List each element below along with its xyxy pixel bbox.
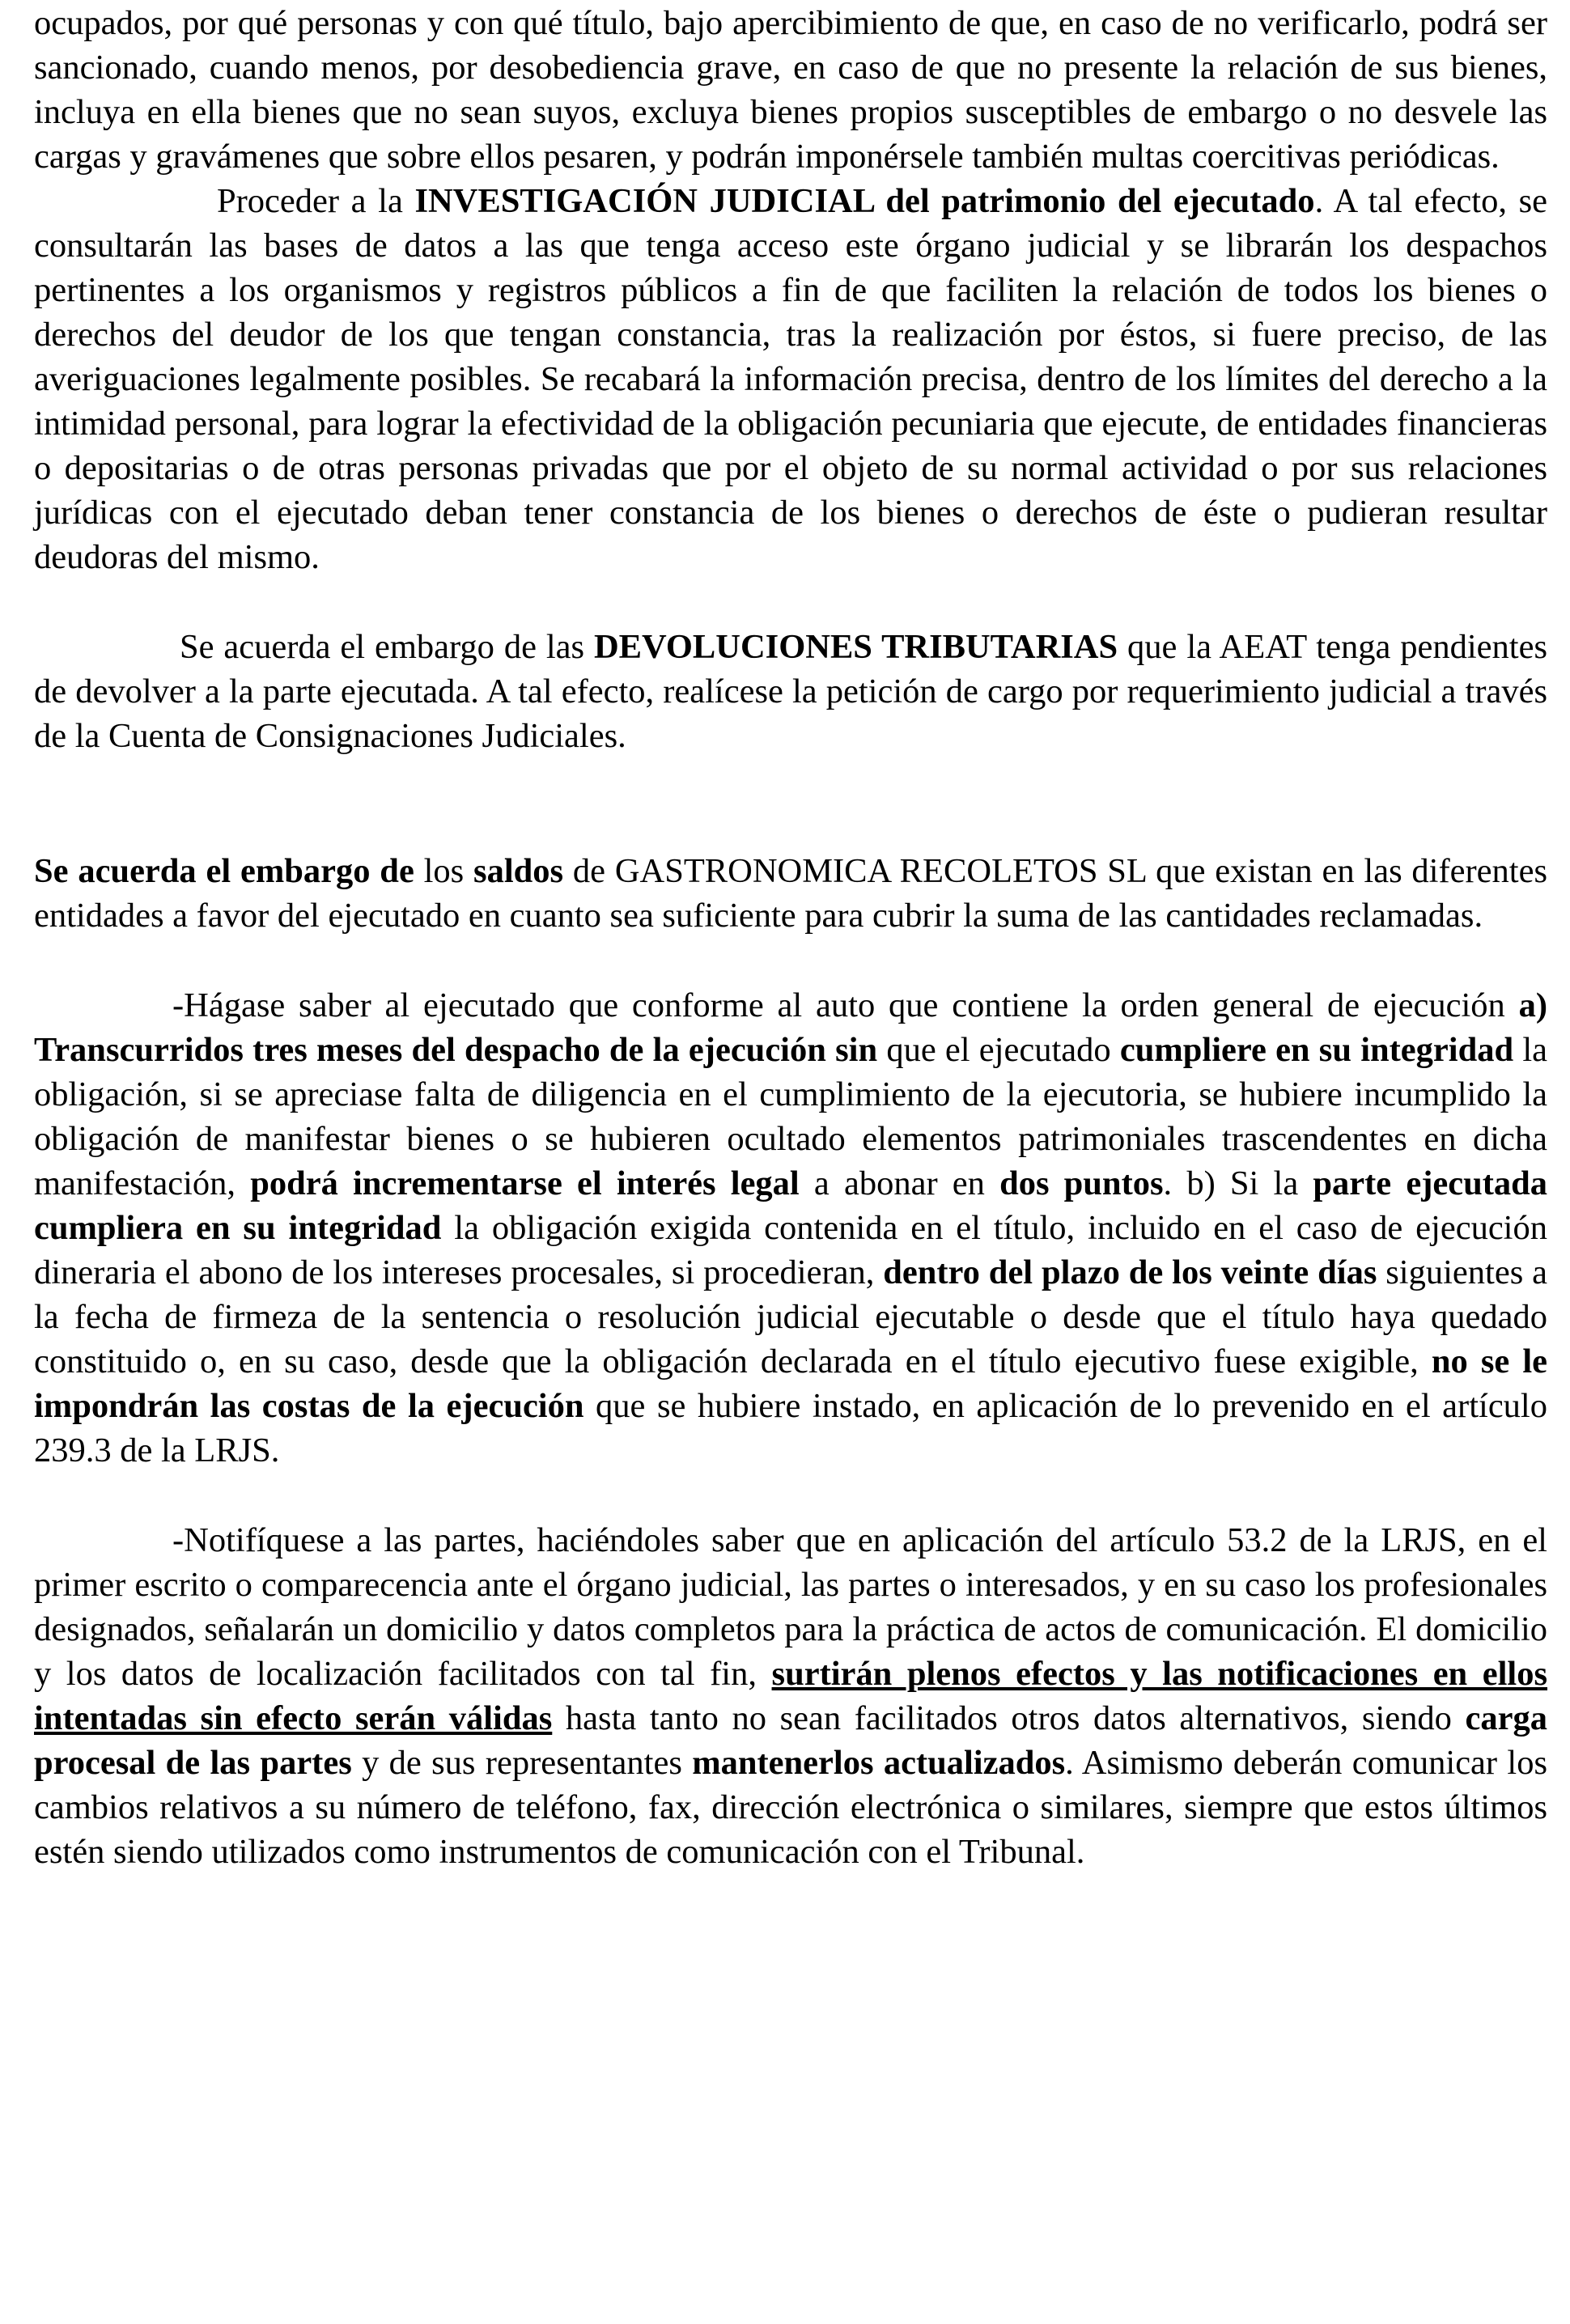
paragraph-hagase-saber xyxy=(34,983,1547,1473)
bold-incrementarse-interes: podrá incrementarse el interés legal xyxy=(250,1164,800,1202)
bold-parte-ejecutada-cumpliera: parte ejecutada cumpliera en su integridad xyxy=(34,1164,1548,1247)
text-segment: hasta tanto no sean facilitados otros datos alternativos, siendo xyxy=(552,1699,1466,1737)
bold-plazo-veinte-dias: dentro del plazo de los veinte días xyxy=(883,1253,1377,1291)
bold-mantenerlos-actualizados: mantenerlos actualizados xyxy=(692,1744,1066,1782)
text-segment: la obligación, si se apreciase falta de diligencia en el cumplimiento de la ejecutoria, se hubiere incumplido la obligación de manifestar bienes o se hubieren ocultado elementos patrimoniales trascendentes en dicha manifestación, xyxy=(34,1031,1548,1202)
text-segment: de GASTRONOMICA RECOLETOS SL que existan en las diferentes entidades a favor del ejecutado en cuanto sea suficiente para cubrir la suma de las cantidades reclamadas. xyxy=(34,852,1547,935)
text-segment: -Hágase saber al ejecutado que conforme al auto que contiene la orden general de ejecución xyxy=(172,986,1519,1024)
bold-devoluciones-tributarias: DEVOLUCIONES TRIBUTARIAS xyxy=(593,628,1118,666)
bold-transcurridos-tres-meses: a) Transcurridos tres meses del despacho de la ejecución sin xyxy=(34,986,1547,1069)
bold-underlined-surtiran-efectos: surtirán plenos efectos y las notificaciones en ellos intentadas sin efecto serán válidas xyxy=(34,1655,1548,1737)
text-segment: ocupados, por qué personas y con qué título, bajo apercibimiento de que, en caso de no verificarlo, podrá ser sancionado, cuando menos, por desobediencia grave, en caso de que no presente la relación de sus bienes, incluya en ella bienes que no sean suyos, excluya bienes propios susceptibles de embargo o no desvele las cargas y gravámenes que sobre ellos pesaren, y podrán imponérsele también multas coercitivas periódicas. xyxy=(34,4,1547,176)
text-segment: la obligación exigida contenida en el título, incluido en el caso de ejecución dineraria el abono de los intereses procesales, si procedieran, xyxy=(34,1209,1547,1291)
bold-dos-puntos: dos puntos xyxy=(999,1164,1164,1202)
document-body xyxy=(34,1,1547,1874)
bold-saldos: saldos xyxy=(473,852,564,890)
text-segment: Proceder a la xyxy=(217,182,415,220)
text-segment: y de sus representantes xyxy=(351,1744,693,1782)
bold-se-acuerda-embargo: Se acuerda el embargo de xyxy=(34,852,414,890)
paragraph-devoluciones-tributarias xyxy=(34,625,1547,758)
bold-cumpliere-integridad: cumpliere en su integridad xyxy=(1119,1031,1514,1069)
text-segment: que el ejecutado xyxy=(877,1031,1120,1069)
paragraph-notifiquese xyxy=(34,1518,1547,1874)
paragraph-requerimiento-bienes xyxy=(34,1,1547,179)
text-segment: siguientes a la fecha de firmeza de la sentencia o resolución judicial ejecutable o desde que el título haya quedado constituido o, en su caso, desde que la obligación declarada en el título ejecutivo fuese exigible, xyxy=(34,1253,1548,1380)
text-segment: que se hubiere instado, en aplicación de lo prevenido en el artículo 239.3 de la LRJS. xyxy=(34,1387,1547,1469)
text-segment: -Notifíquese a las partes, haciéndoles saber que en aplicación del artículo 53.2 de la LRJS, en el primer escrito o comparecencia ante el órgano judicial, las partes o interesados, y en su caso los profesionales designados, señalarán un domicilio y datos completos para la práctica de actos de comunicación. El domicilio y los datos de localización facilitados con tal fin, xyxy=(34,1521,1547,1693)
text-segment: a abonar en xyxy=(799,1164,1000,1202)
text-segment: . Asimismo deberán comunicar los cambios relativos a su número de teléfono, fax, dirección electrónica o similares, siempre que estos últimos estén siendo utilizados como instrumentos de comunicación con el Tribunal. xyxy=(34,1744,1548,1871)
bold-heading-investigacion: INVESTIGACIÓN JUDICIAL del patrimonio del ejecutado xyxy=(414,182,1315,220)
bold-carga-procesal: carga procesal de las partes xyxy=(34,1699,1547,1782)
paragraph-embargo-saldos xyxy=(34,849,1547,938)
text-segment: Se acuerda el embargo de las xyxy=(180,628,594,666)
text-segment: que la AEAT tenga pendientes de devolver a la parte ejecutada. A tal efecto, realícese la petición de cargo por requerimiento judicial a través de la Cuenta de Consignaciones Judiciales. xyxy=(34,628,1547,755)
paragraph-investigacion-judicial xyxy=(34,179,1547,579)
text-segment: los xyxy=(414,852,474,890)
bold-no-costas-ejecucion: no se le impondrán las costas de la ejecución xyxy=(34,1342,1548,1425)
text-segment: . A tal efecto, se consultarán las bases de datos a las que tenga acceso este órgano judicial y se librarán los despachos pertinentes a los organismos y registros públicos a fin de que faciliten la relación de todos los bienes o derechos del deudor de los que tengan constancia, tras la realización por éstos, si fuere preciso, de las averiguaciones legalmente posibles. Se recabará la información precisa, dentro de los límites del derecho a la intimidad personal, para lograr la efectividad de la obligación pecuniaria que ejecute, de entidades financieras o depositarias o de otras personas privadas que por el objeto de su normal actividad o por sus relaciones jurídicas con el ejecutado deban tener constancia de los bienes o derechos de éste o pudieran resultar deudoras del mismo. xyxy=(34,182,1548,576)
text-segment: . b) Si la xyxy=(1163,1164,1313,1202)
